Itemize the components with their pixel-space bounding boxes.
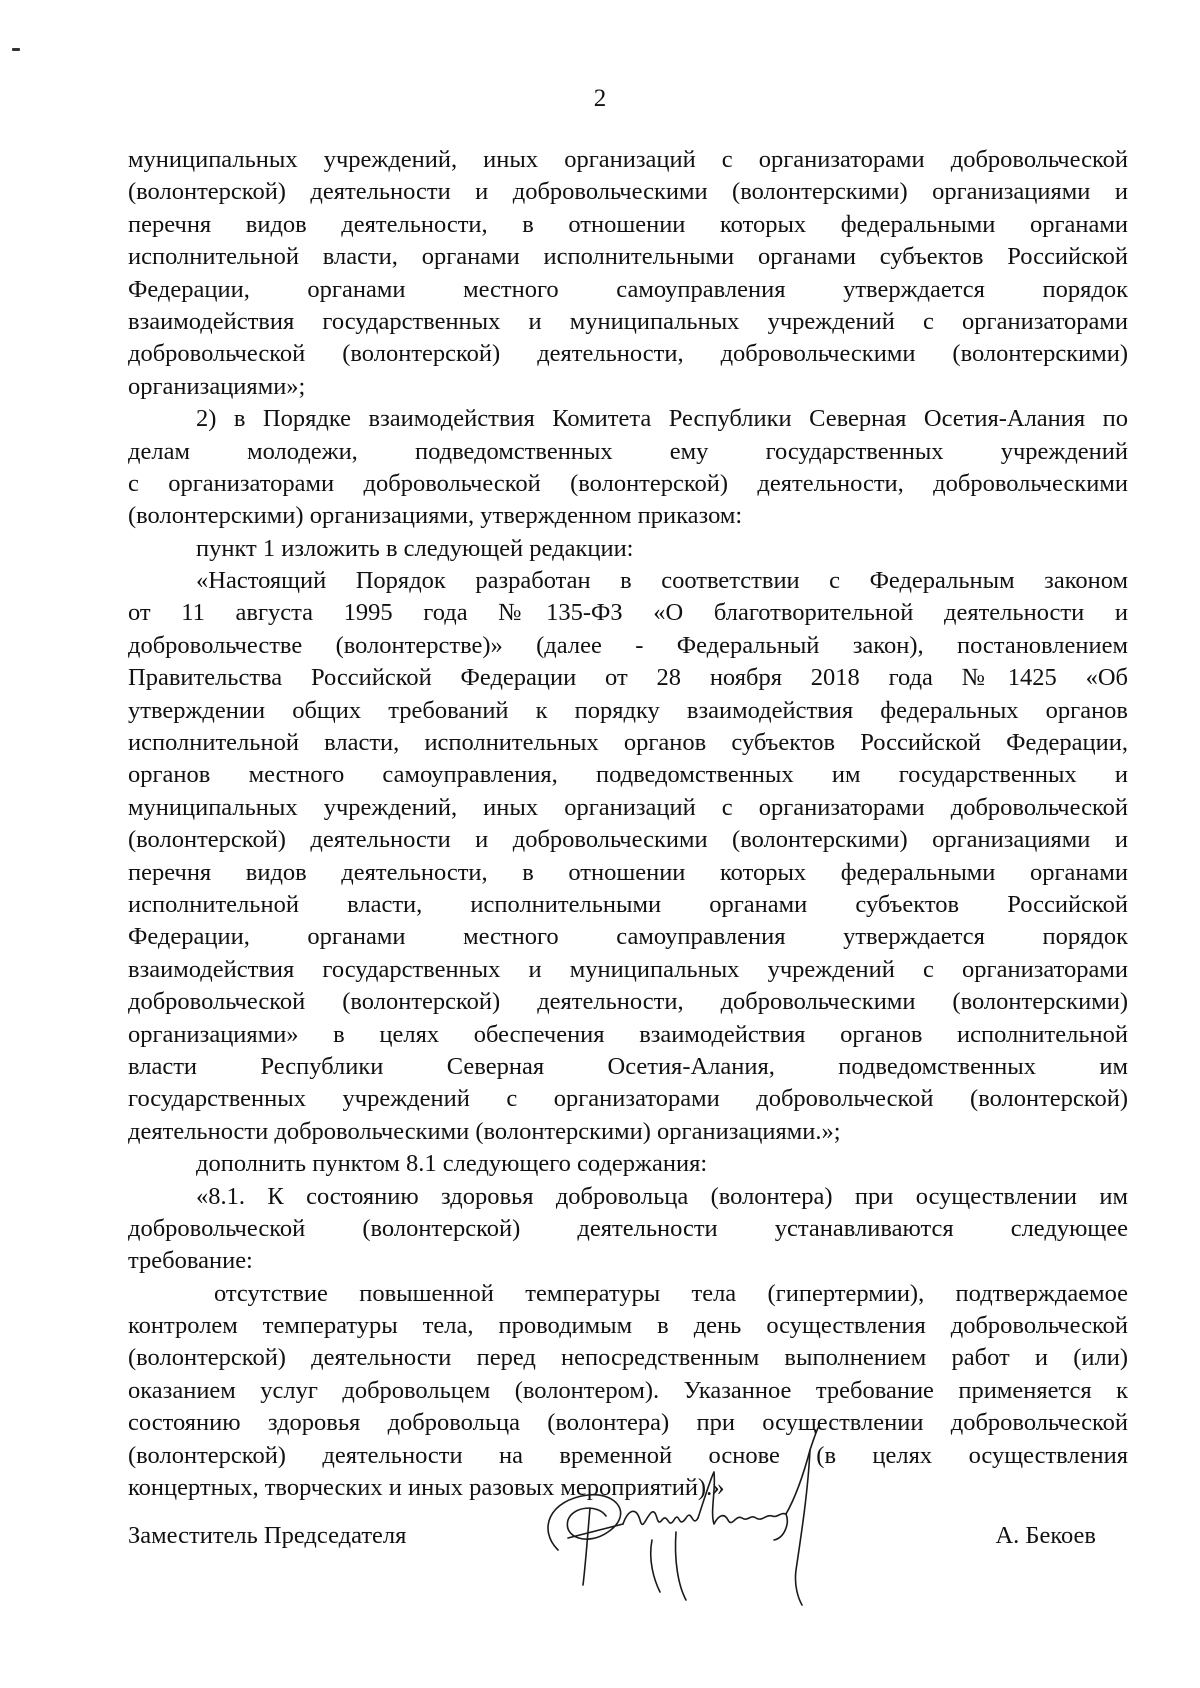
body-line: перечня видов деятельности, в отношении которых федеральными органами <box>128 210 1128 238</box>
body-line: дополнить пунктом 8.1 следующего содержания: <box>196 1150 708 1178</box>
document-body <box>128 144 1128 1504</box>
body-line: исполнительной власти, исполнительными органами субъектов Российской <box>128 890 1128 918</box>
body-line: власти Республики Северная Осетия-Алания, подведомственных им <box>128 1052 1128 1080</box>
body-line: утверждении общих требований к порядку взаимодействия федеральных органов <box>128 696 1128 724</box>
page-number: 2 <box>593 85 607 112</box>
body-line: (волонтерской) деятельности перед непосредственным выполнением работ и (или) <box>128 1344 1128 1372</box>
body-line: муниципальных учреждений, иных организаций с организаторами добровольческой <box>128 146 1128 173</box>
body-line: «8.1. К состоянию здоровья добровольца (волонтера) при осуществлении им <box>196 1182 1128 1210</box>
body-line: добровольческой (волонтерской) деятельности, добровольческими (волонтерскими) <box>128 340 1128 368</box>
body-line: (волонтерской) деятельности и добровольческими (волонтерскими) организациями и <box>128 178 1128 206</box>
body-line: требование: <box>128 1247 253 1275</box>
body-line: пункт 1 изложить в следующей редакции: <box>196 534 634 562</box>
handwritten-signature <box>528 1420 868 1620</box>
body-line: деятельности добровольческими (волонтерскими) организациями.»; <box>128 1117 841 1145</box>
body-line: добровольчестве (волонтерстве)» (далее - Федеральный закон), постановлением <box>128 631 1128 659</box>
body-line: организациями»; <box>128 372 306 400</box>
body-line: отсутствие повышенной температуры тела (гипертермии), подтверждаемое <box>214 1279 1128 1307</box>
body-line: (волонтерскими) организациями, утвержденном приказом: <box>128 502 743 530</box>
body-line: оказанием услуг добровольцем (волонтером). Указанное требование применяется к <box>128 1376 1128 1404</box>
body-line: состоянию здоровья добровольца (волонтера) при осуществлении добровольческой <box>128 1409 1128 1437</box>
signature-block <box>0 1488 1200 1648</box>
body-line: муниципальных учреждений, иных организаций с организаторами добровольческой <box>128 793 1128 821</box>
body-line: организациями» в целях обеспечения взаимодействия органов исполнительной <box>128 1020 1128 1048</box>
body-line: перечня видов деятельности, в отношении которых федеральными органами <box>128 858 1128 886</box>
signatory-position: Заместитель Председателя <box>128 1522 407 1549</box>
body-line: государственных учреждений с организаторами добровольческой (волонтерской) <box>128 1085 1128 1113</box>
body-line: взаимодействия государственных и муниципальных учреждений с организаторами <box>128 307 1128 335</box>
body-line: взаимодействия государственных и муниципальных учреждений с организаторами <box>128 955 1128 983</box>
signatory-name: А. Бекоев <box>995 1522 1096 1549</box>
body-line: от 11 августа 1995 года №135-ФЗ «О благотворительной деятельности и <box>128 599 1128 627</box>
body-line: концертных, творческих и иных разовых мероприятий).» <box>128 1474 725 1502</box>
body-line: 2) в Порядке взаимодействия Комитета Республики Северная Осетия-Алания по <box>196 405 1128 433</box>
scan-speck <box>12 48 20 51</box>
body-line: с организаторами добровольческой (волонтерской) деятельности, добровольческими <box>128 469 1128 497</box>
body-line: (волонтерской) деятельности на временной основе (в целях осуществления <box>128 1441 1128 1469</box>
body-line: исполнительной власти, органами исполнительными органами субъектов Российской <box>128 243 1128 271</box>
body-line: «Настоящий Порядок разработан в соответствии с Федеральным законом <box>196 567 1128 595</box>
body-line: делам молодежи, подведомственных ему государственных учреждений <box>128 437 1128 465</box>
body-line: исполнительной власти, исполнительных органов субъектов Российской Федерации, <box>128 729 1128 757</box>
body-line: Федерации, органами местного самоуправления утверждается порядок <box>128 923 1128 951</box>
body-line: (волонтерской) деятельности и добровольческими (волонтерскими) организациями и <box>128 826 1128 854</box>
body-line: Федерации, органами местного самоуправления утверждается порядок <box>128 275 1128 303</box>
body-line: Правительства Российской Федерации от 28 ноября 2018 года №1425 «Об <box>128 664 1128 692</box>
body-line: контролем температуры тела, проводимым в день осуществления добровольческой <box>128 1312 1128 1340</box>
body-line: добровольческой (волонтерской) деятельности, добровольческими (волонтерскими) <box>128 988 1128 1016</box>
body-line: добровольческой (волонтерской) деятельности устанавливаются следующее <box>128 1214 1128 1242</box>
body-line: органов местного самоуправления, подведомственных им государственных и <box>128 761 1128 789</box>
